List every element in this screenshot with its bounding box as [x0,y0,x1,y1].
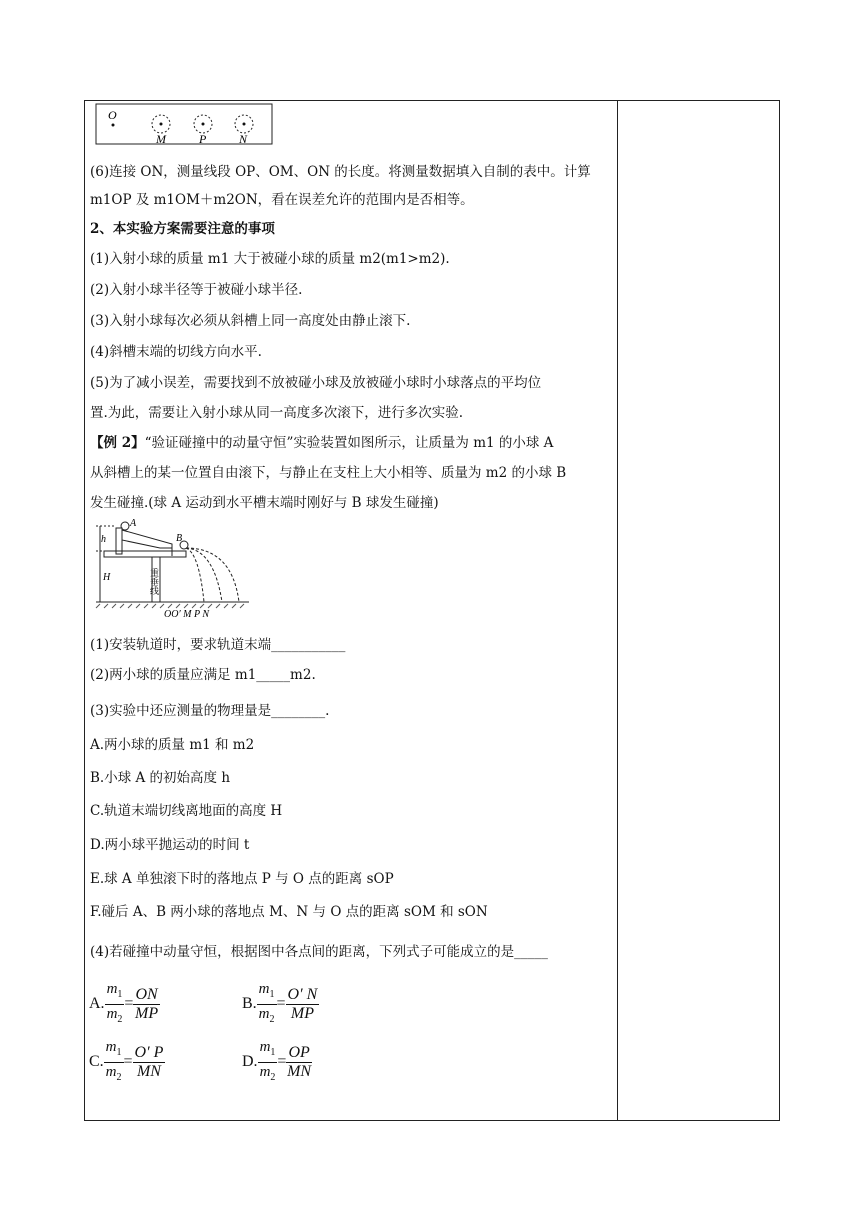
option-F: F.碰后 A、B 两小球的落地点 M、N 与 O 点的距离 sOM 和 sON [90,904,488,920]
section2-title: 2、本实验方案需要注意的事项 [90,221,275,237]
option-A: A.两小球的质量 m1 和 m2 [90,737,255,753]
question-1: (1)安装轨道时，要求轨道末端___________ [90,637,346,653]
answer-letter: D. [242,1053,258,1071]
note-4: (4)斜槽末端的切线方向水平. [90,344,262,360]
answer-letter: B. [242,995,257,1013]
plumb-label: 重垂线 [149,568,159,595]
example2-line1 [90,434,553,452]
answer-B: B. $\frac{m_1}{m_2}$ = $\frac{O' N}{MP}$ [242,981,318,1025]
step6-line1: (6)连接 ON，测量线段 OP、OM、ON 的长度。将测量数据填入自制的表中。计算 [90,164,591,180]
option-C: C.轨道末端切线离地面的高度 H [90,803,283,819]
label-B: B [176,533,183,544]
note-3: (3)入射小球每次必须从斜槽上同一高度处由静止滚下. [90,313,411,329]
note-5a: (5)为了减小误差，需要找到不放被碰小球及放被碰小球时小球落点的平均位 [90,375,542,391]
example2-text1: “验证碰撞中的动量守恒”实验装置如图所示，让质量为 m1 的小球 A [144,435,554,451]
landing-points-figure [95,103,275,147]
note-1: (1)入射小球的质量 m1 大于被碰小球的质量 m2(m1>m2). [90,251,450,267]
note-2: (2)入射小球半径等于被碰小球半径. [90,282,303,298]
apparatus-figure [94,518,254,618]
note-5b: 置.为此，需要让入射小球从同一高度多次滚下，进行多次实验. [90,405,464,421]
example2-line2: 从斜槽上的某一位置自由滚下，与静止在支柱上大小相等、质量为 m2 的小球 B [90,465,567,481]
column-divider [617,100,618,1121]
answer-letter: C. [89,1053,104,1071]
answer-A: A. $\frac{m_1}{m_2}$ = $\frac{ON}{MP}$ [89,981,159,1025]
label-A: A [130,518,137,529]
label-N: N [239,132,248,146]
example2-line3: 发生碰撞.(球 A 运动到水平槽末端时刚好与 B 球发生碰撞) [90,495,439,511]
option-D: D.两小球平抛运动的时间 t [90,837,250,853]
label-O: O [108,108,117,122]
question-3: (3)实验中还应测量的物理量是________. [90,703,330,719]
question-2: (2)两小球的质量应满足 m1_____m2. [90,667,316,683]
label-H: H [103,572,111,583]
answer-D: D. $\frac{m_1}{m_2}$ = $\frac{OP}{MN}$ [242,1039,312,1083]
answer-C: C. $\frac{m_1}{m_2}$ = $\frac{O' P}{MN}$ [89,1039,164,1083]
question-4: (4)若碰撞中动量守恒，根据图中各点间的距离，下列式子可能成立的是_____ [90,944,548,960]
label-P: P [199,132,207,146]
step6-line2: m1OP 及 m1OM＋m2ON，看在误差允许的范围内是否相等。 [90,192,474,208]
label-h: h [101,534,106,545]
option-E: E.球 A 单独滚下时的落地点 P 与 O 点的距离 sOP [90,871,394,887]
example2-tag: 【例 2】 [90,435,145,451]
option-B: B.小球 A 的初始高度 h [90,770,231,786]
answer-letter: A. [89,995,105,1013]
label-M: M [156,132,166,146]
bottom-labels: OO′ M P N [164,609,210,618]
